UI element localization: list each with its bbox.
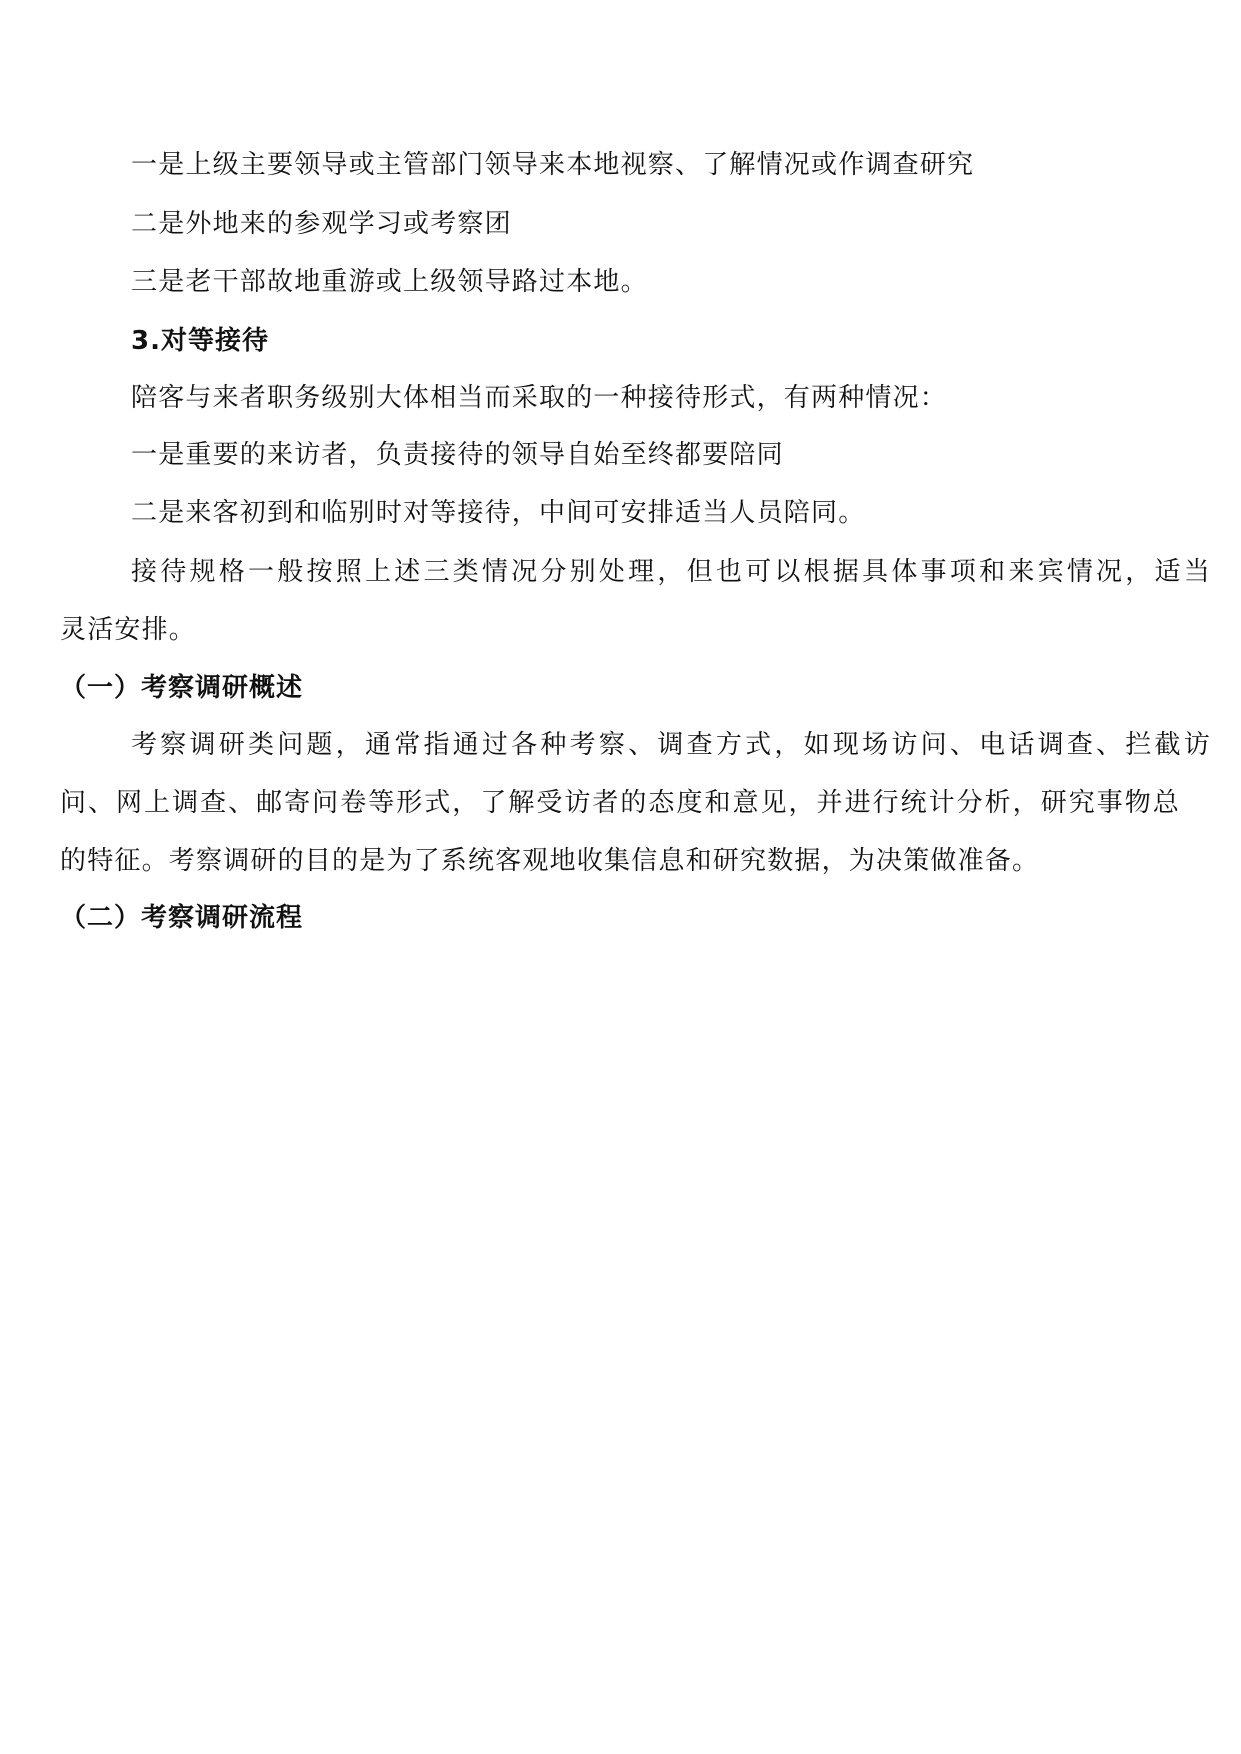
paragraph-line: 二是来客初到和临别时对等接待，中间可安排适当人员陪同。 <box>131 498 866 528</box>
paragraph-line: 三是老干部故地重游或上级领导路过本地。 <box>131 267 648 297</box>
paragraph-line: 的特征。考察调研的目的是为了系统客观地收集信息和研究数据，为决策做准备。 <box>60 846 1040 876</box>
section-heading: （二）考察调研流程 <box>60 903 304 933</box>
paragraph-line: 一是重要的来访者，负责接待的领导自始至终都要陪同 <box>131 440 784 470</box>
paragraph-line: 二是外地来的参观学习或考察团 <box>131 209 512 239</box>
section-heading: 3.对等接待 <box>131 326 269 356</box>
paragraph-line: 一是上级主要领导或主管部门领导来本地视察、了解情况或作调查研究 <box>131 150 975 180</box>
paragraph-line: 陪客与来者职务级别大体相当而采取的一种接待形式，有两种情况： <box>131 383 948 413</box>
paragraph-line: 灵活安排。 <box>60 615 197 645</box>
section-heading: （一）考察调研概述 <box>60 673 304 703</box>
paragraph-line: 接待规格一般按照上述三类情况分别处理，但也可以根据具体事项和来宾情况，适当 <box>131 557 1211 587</box>
paragraph-line: 考察调研类问题，通常指通过各种考察、调查方式，如现场访问、电话调查、拦截访 <box>131 730 1211 760</box>
paragraph-line: 问、网上调查、邮寄问卷等形式，了解受访者的态度和意见，并进行统计分析，研究事物总 <box>60 788 1180 818</box>
